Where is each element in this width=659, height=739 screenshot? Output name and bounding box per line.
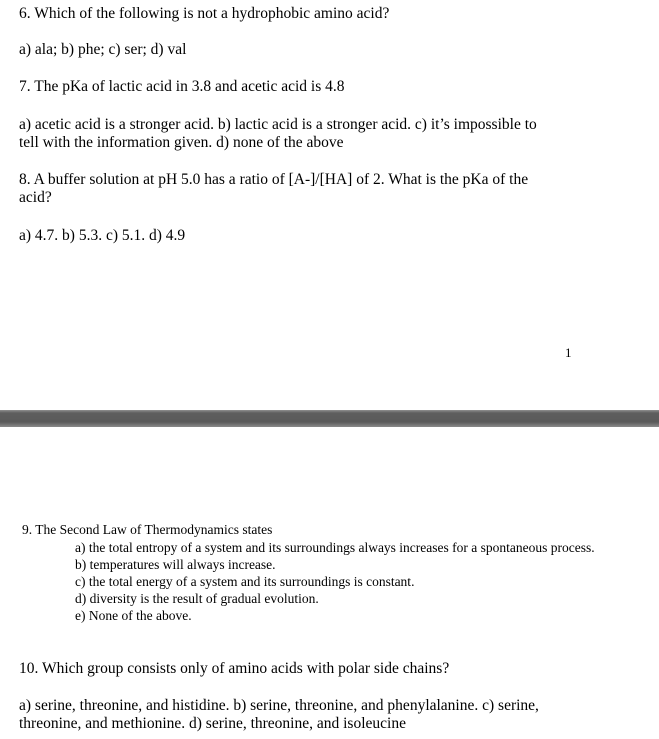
question-7-options-line-1: a) acetic acid is a stronger acid. b) lactic acid is a stronger acid. c) it’s impossible to xyxy=(19,116,537,133)
page-number: 1 xyxy=(565,345,572,360)
question-8-options: a) 4.7. b) 5.3. c) 5.1. d) 4.9 xyxy=(19,227,186,244)
question-9-option: b) temperatures will always increase. xyxy=(75,557,276,572)
question-9-option: c) the total energy of a system and its surroundings is constant. xyxy=(75,574,415,589)
question-10-text: 10. Which group consists only of amino acids with polar side chains? xyxy=(19,660,450,677)
question-10-options-line-1: a) serine, threonine, and histidine. b) serine, threonine, and phenylalanine. c) serine, xyxy=(19,697,539,714)
question-8-text-line-1: 8. A buffer solution at pH 5.0 has a ratio of [A-]/[HA] of 2. What is the pKa of the xyxy=(19,171,529,188)
question-9-option: e) None of the above. xyxy=(75,608,192,623)
question-9-option: d) diversity is the result of gradual evolution. xyxy=(75,591,319,606)
question-7-options-line-2: tell with the information given. d) none of the above xyxy=(19,134,344,151)
question-8-text-line-2: acid? xyxy=(19,189,52,206)
question-9-option: a) the total entropy of a system and its surroundings always increases for a spontaneous process. xyxy=(75,540,595,555)
question-10-options-line-2: threonine, and methionine. d) serine, threonine, and isoleucine xyxy=(19,715,406,732)
question-7-text: 7. The pKa of lactic acid in 3.8 and acetic acid is 4.8 xyxy=(19,78,345,95)
question-9-stem: 9. The Second Law of Thermodynamics states xyxy=(22,522,273,537)
question-6-text: 6. Which of the following is not a hydrophobic amino acid? xyxy=(19,5,390,22)
page-break-divider xyxy=(0,410,659,427)
question-6-options: a) ala; b) phe; c) ser; d) val xyxy=(19,41,187,58)
